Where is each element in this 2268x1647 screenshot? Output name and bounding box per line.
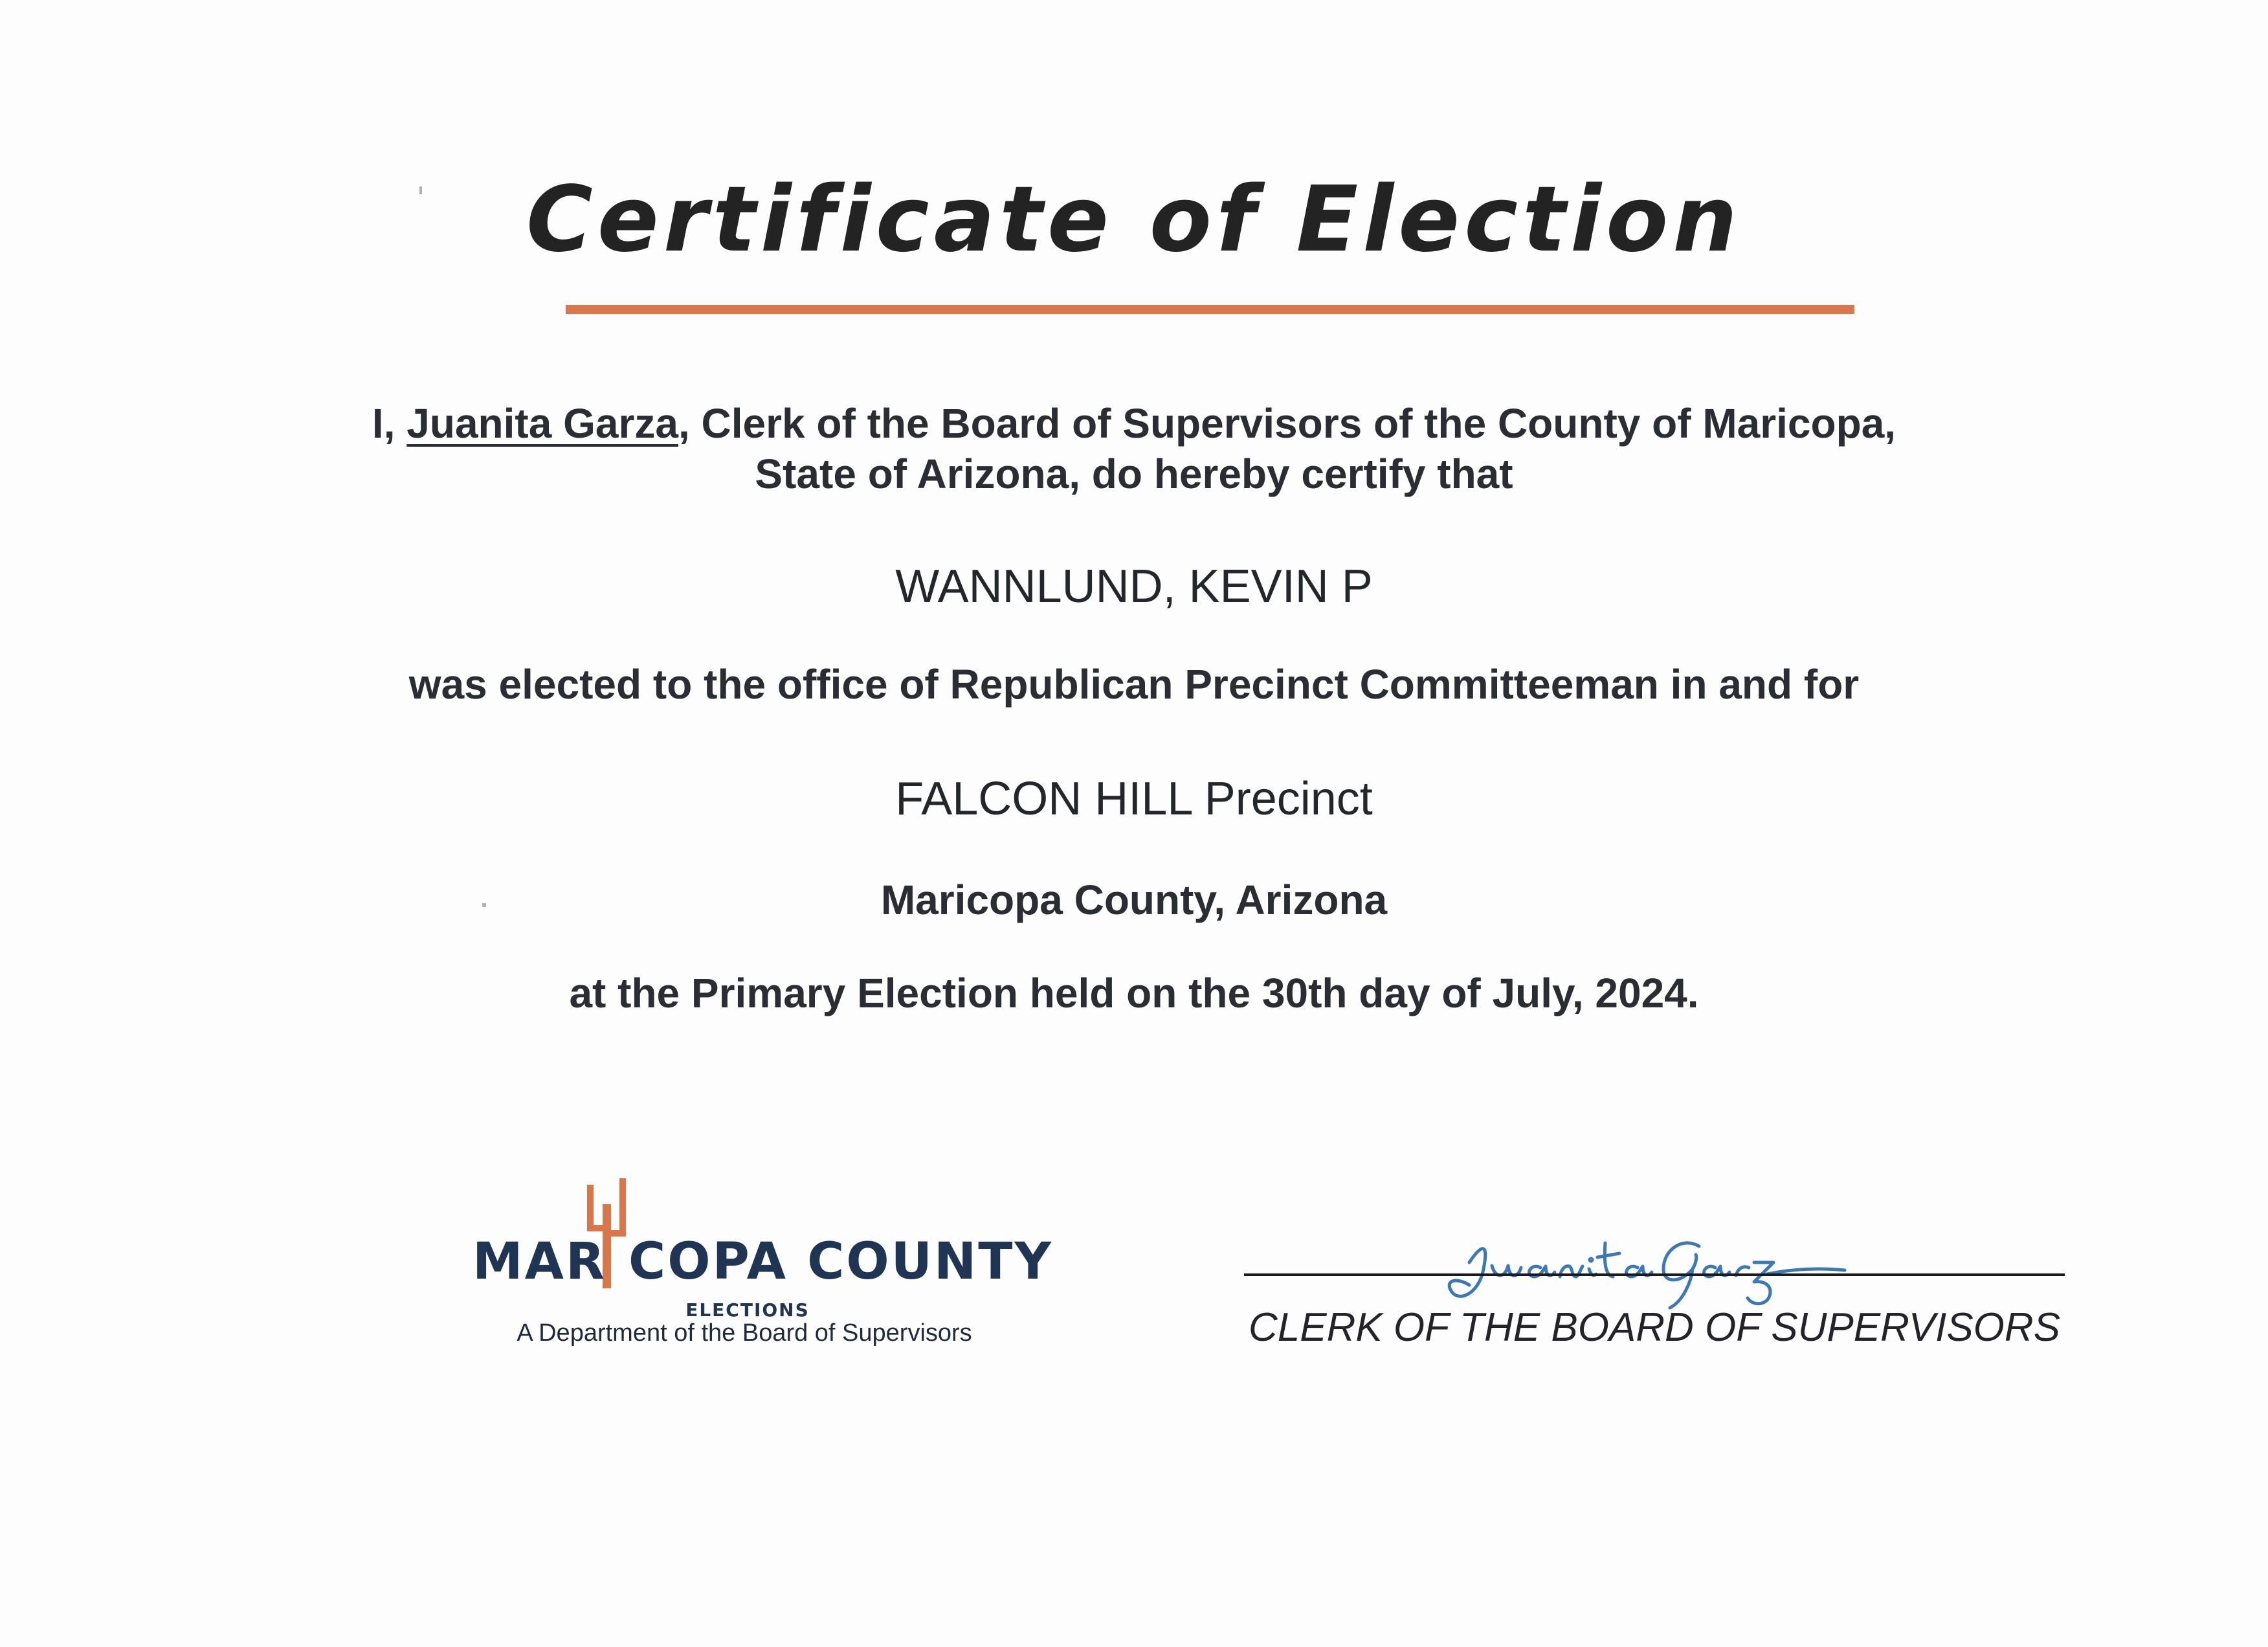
logo-word-right: COPA COUNTY bbox=[628, 1233, 1053, 1291]
logo-subtitle: ELECTIONS bbox=[685, 1299, 810, 1321]
intro-prefix: I, bbox=[372, 400, 407, 447]
intro-rest: , Clerk of the Board of Supervisors of the County of Maricopa, bbox=[678, 400, 1896, 447]
intro-line-2: State of Arizona, do hereby certify that bbox=[755, 451, 1513, 497]
clerk-name: Juanita Garza bbox=[406, 400, 678, 447]
logo-word-left: MAR bbox=[472, 1233, 607, 1291]
precinct-name: FALCON HILL Precinct bbox=[895, 773, 1373, 825]
scan-speck bbox=[482, 903, 486, 907]
logo-wordmark bbox=[472, 1233, 1053, 1291]
intro-line-1 bbox=[0, 400, 2268, 447]
elected-name: WANNLUND, KEVIN P bbox=[895, 561, 1373, 612]
signature-caption: CLERK OF THE BOARD OF SUPERVISORS bbox=[1248, 1305, 2061, 1350]
logo-department-text: A Department of the Board of Supervisors bbox=[517, 1319, 972, 1347]
county-state: Maricopa County, Arizona bbox=[880, 877, 1388, 923]
office-statement: was elected to the office of Republican Precinct Committeeman in and for bbox=[408, 661, 1860, 708]
handwritten-signature-image bbox=[1443, 1217, 1858, 1314]
signature-line bbox=[1244, 1273, 2065, 1276]
title-underline-rule bbox=[566, 305, 1854, 314]
election-statement: at the Primary Election held on the 30th day of July, 2024. bbox=[569, 970, 1699, 1016]
scan-speck bbox=[419, 186, 422, 194]
certificate-title: Certificate of Election bbox=[526, 167, 1742, 273]
